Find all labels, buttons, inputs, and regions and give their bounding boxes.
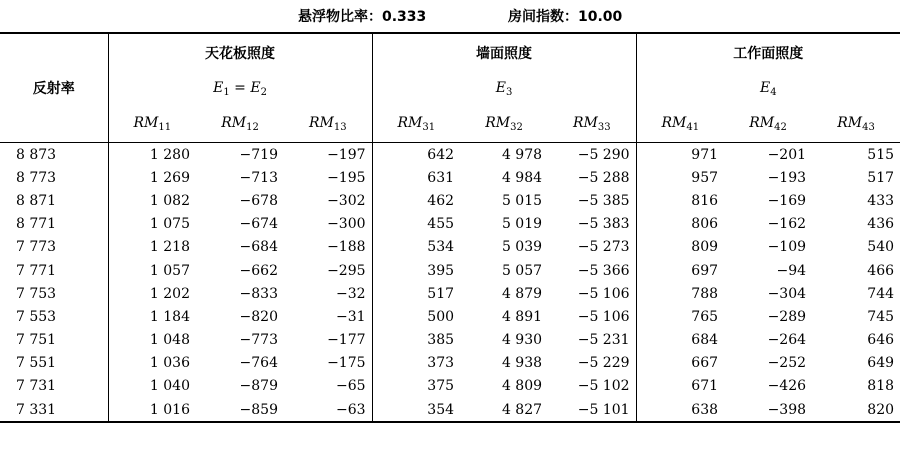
coefficient-cell: 4 984 [501,169,543,186]
coefficient-cell: −252 [767,355,807,372]
coefficient-cell: 971 [636,143,724,167]
coefficient-cell: −94 [776,262,807,279]
table-row [0,236,900,259]
coefficient-cell: −289 [767,308,807,325]
coefficient-cell: −5 229 [577,355,630,372]
coefficient-cell: 649 [867,355,895,372]
coefficient-cell: 5 015 [501,192,543,209]
coefficient-cell: 765 [636,305,724,328]
reflectance-cell: 7 753 [16,285,57,302]
coefficient-cell: −820 [239,308,278,325]
coefficient-cell: 4 879 [501,285,543,302]
coefficient-cell: −662 [239,262,278,279]
coefficient-cell: −5 290 [577,146,630,163]
col-rm43: $RM_{43}$ [812,106,900,143]
table-row [0,143,900,167]
coefficient-cell: 642 [372,143,460,167]
coefficient-cell: 5 039 [501,239,543,256]
reflectance-cell: 8 771 [16,216,57,233]
coefficient-cell: 4 930 [501,332,543,349]
reflectance-header: 反射率 [0,33,108,143]
coefficient-cell: 5 057 [501,262,543,279]
reflectance-cell: 7 771 [16,262,57,279]
coefficient-cell: 1 184 [108,305,196,328]
coefficient-cell: 744 [867,285,895,302]
col-rm42: $RM_{42}$ [724,106,812,143]
coefficient-cell: −879 [239,378,278,395]
coefficient-cell: −197 [327,146,366,163]
col-rm11: $RM_{11}$ [108,106,196,143]
coefficient-cell: −32 [335,285,366,302]
coefficient-cell: 515 [867,146,895,163]
coefficient-cell: −302 [327,192,366,209]
coefficient-cell: 517 [867,169,895,186]
coefficient-cell: 466 [867,262,895,279]
coefficient-cell: −5 288 [577,169,630,186]
col-rm32: $RM_{32}$ [460,106,548,143]
coefficient-cell: −5 366 [577,262,630,279]
coefficient-cell: −175 [327,355,366,372]
coefficient-cell: 809 [636,236,724,259]
coefficient-cell: 671 [636,375,724,398]
coefficient-cell: 4 827 [460,398,548,422]
coefficient-cell: 1 016 [108,398,196,422]
coefficient-cell: 395 [372,259,460,282]
table-row [0,398,900,422]
table-row [0,305,900,328]
reflectance-cell: 8 873 [16,146,57,163]
coefficient-cell: 684 [636,329,724,352]
coefficient-cell: −5 106 [577,308,630,325]
coefficient-cell: 4 938 [501,355,543,372]
coefficient-cell: −859 [196,398,284,422]
coefficient-cell: 820 [812,398,900,422]
coefficient-cell: −5 106 [577,285,630,302]
wall-illuminance-header: 墙面照度 [372,33,636,72]
coefficient-cell: 806 [636,213,724,236]
coefficient-cell: −177 [327,332,366,349]
suspension-ratio-label: 悬浮物比率：0.333 [298,9,427,25]
coefficient-cell: −295 [327,262,366,279]
coefficient-cell: 1 057 [108,259,196,282]
coefficient-cell: 517 [372,282,460,305]
coefficient-cell: 631 [372,166,460,189]
coefficient-cell: −300 [327,216,366,233]
coefficient-cell: 646 [867,332,895,349]
table-row [0,282,900,305]
coefficient-cell: −188 [327,239,366,256]
table-caption [0,4,900,26]
coefficient-cell: −264 [767,332,807,349]
coefficient-cell: −764 [239,355,278,372]
coefficient-cell: 1 269 [108,166,196,189]
coefficient-cell: 788 [636,282,724,305]
coefficient-cell: −5 273 [577,239,630,256]
coefficient-cell: 375 [372,375,460,398]
coefficient-cell: −678 [239,192,278,209]
coefficient-cell: 1 202 [108,282,196,305]
coefficient-cell: 1 082 [108,189,196,212]
coefficient-cell: −5 102 [577,378,630,395]
coefficient-cell: 957 [636,166,724,189]
coefficient-cell: 1 048 [108,329,196,352]
coefficient-cell: 462 [372,189,460,212]
coefficient-cell: 1 040 [108,375,196,398]
col-rm13: $RM_{13}$ [284,106,372,143]
coefficient-cell: −201 [767,146,807,163]
coefficient-cell: −193 [767,169,807,186]
coefficient-cell: 436 [867,216,895,233]
room-index-label: 房间指数：10.00 [508,9,623,25]
reflectance-cell: 7 751 [16,332,57,349]
ceiling-symbol: $E_1 = E_2$ [108,72,372,106]
coefficient-cell: −162 [767,216,807,233]
coefficient-cell: −65 [335,378,366,395]
coefficient-cell: 697 [636,259,724,282]
coefficient-cell: 1 280 [108,143,196,167]
coefficient-cell: 433 [867,192,895,209]
wall-symbol: $E_3$ [372,72,636,106]
coefficient-cell: 818 [867,378,895,395]
coefficient-cell: 4 891 [501,308,543,325]
col-rm12: $RM_{12}$ [196,106,284,143]
coefficient-cell: −63 [284,398,372,422]
coefficient-cell: −109 [767,239,807,256]
table-header [0,33,900,143]
reflectance-cell: 8 871 [16,192,57,209]
coefficient-cell: −169 [767,192,807,209]
coefficient-table [0,32,900,423]
table-row [0,352,900,375]
coefficient-cell: −719 [239,146,278,163]
coefficient-cell: −5 383 [577,216,630,233]
coefficient-cell: 385 [372,329,460,352]
coefficient-cell: −833 [239,285,278,302]
coefficient-cell: −426 [767,378,807,395]
coefficient-cell: 540 [867,239,895,256]
reflectance-cell: 7 773 [16,239,57,256]
coefficient-cell: −31 [335,308,366,325]
col-rm41: $RM_{41}$ [636,106,724,143]
col-rm33: $RM_{33}$ [548,106,636,143]
reflectance-cell: 7 551 [16,355,57,372]
coefficient-cell: 4 978 [501,146,543,163]
ceiling-illuminance-header: 天花板照度 [108,33,372,72]
coefficient-cell: 354 [372,398,460,422]
table-row [0,213,900,236]
coefficient-cell: 1 075 [108,213,196,236]
table-row [0,375,900,398]
coefficient-cell: 5 019 [501,216,543,233]
reflectance-cell: 7 731 [16,378,57,395]
coefficient-cell: 4 809 [501,378,543,395]
reflectance-cell: 7 331 [0,398,108,422]
coefficient-cell: −5 101 [548,398,636,422]
coefficient-cell: 1 218 [108,236,196,259]
reflectance-cell: 8 773 [16,169,57,186]
coefficient-cell: −684 [239,239,278,256]
coefficient-cell: 638 [636,398,724,422]
coefficient-cell: −773 [239,332,278,349]
coefficient-cell: 667 [636,352,724,375]
coefficient-cell: −674 [239,216,278,233]
table-row [0,189,900,212]
workplane-illuminance-header: 工作面照度 [636,33,900,72]
coefficient-cell: −5 231 [577,332,630,349]
table-row [0,166,900,189]
coefficient-cell: 373 [372,352,460,375]
coefficient-cell: 455 [372,213,460,236]
coefficient-cell: 745 [867,308,895,325]
col-rm31: $RM_{31}$ [372,106,460,143]
coefficient-cell: 816 [636,189,724,212]
coefficient-cell: 500 [372,305,460,328]
coefficient-cell: −195 [327,169,366,186]
table-row [0,329,900,352]
table-row [0,259,900,282]
coefficient-cell: −5 385 [577,192,630,209]
coefficient-cell: 534 [372,236,460,259]
workplane-symbol: $E_4$ [636,72,900,106]
coefficient-cell: −398 [724,398,812,422]
coefficient-cell: 1 036 [108,352,196,375]
reflectance-cell: 7 553 [16,308,57,325]
table-body [0,143,900,423]
coefficient-cell: −713 [239,169,278,186]
coefficient-cell: −304 [767,285,807,302]
